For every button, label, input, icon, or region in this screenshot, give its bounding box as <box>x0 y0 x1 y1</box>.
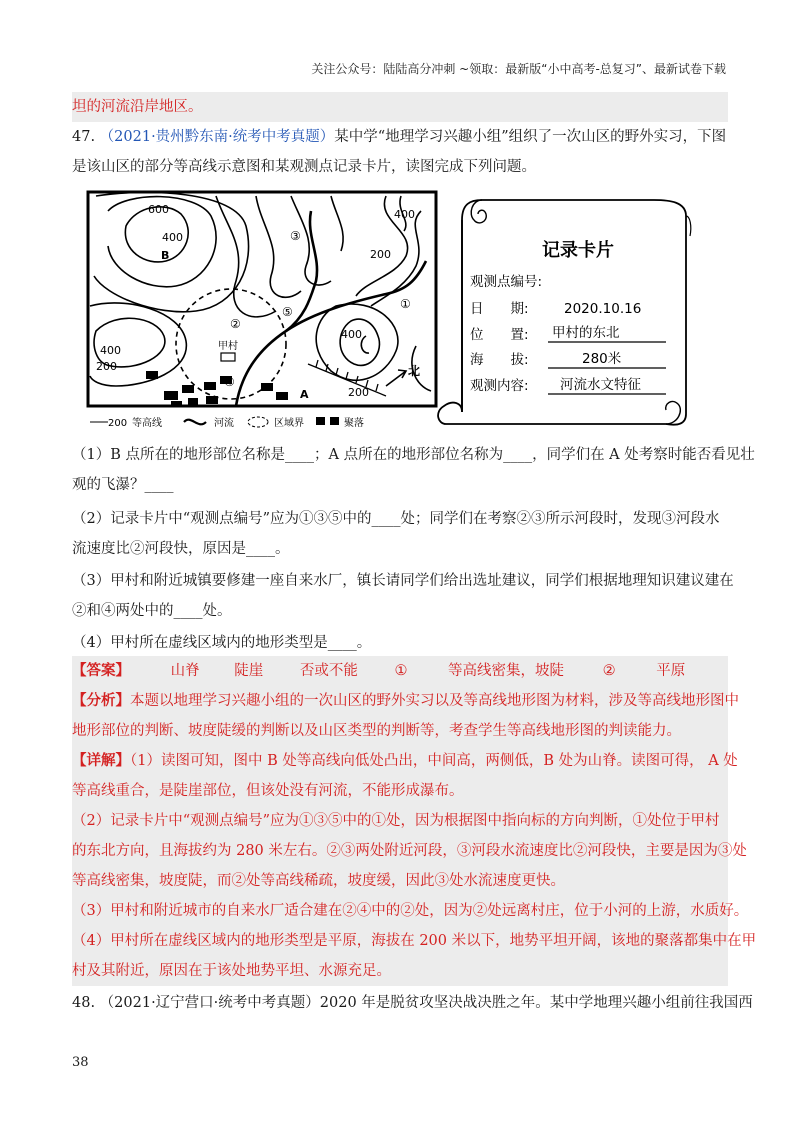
question-source: （2021·贵州黔东南·统考中考真题） <box>99 129 335 145</box>
legend-settlement-label: 聚落 <box>344 418 364 429</box>
q47-sub2-line-1: （2）记录卡片中“观测点编号”应为①③⑤中的____处；同学们在考察②③所示河段时，发现③河段水 <box>72 511 720 527</box>
q47-stem-line-1 <box>72 122 728 152</box>
analysis-line-1 <box>72 686 739 716</box>
answer-item-2: 陡崖 <box>234 663 264 679</box>
card-title: 记录卡片 <box>542 240 614 261</box>
card-date-value: 2020.10.16 <box>564 301 642 317</box>
marker-1: ① <box>400 297 411 311</box>
contour-label-400-d: 400 <box>100 344 121 357</box>
previous-answer-tail: 坦的河流沿岸地区。 <box>72 92 728 122</box>
q47-sub3-line-1: （3）甲村和附近城镇要修建一座自来水厂，镇长请同学们给出选址建议，同学们根据地理知识建议建在 <box>72 573 734 589</box>
contour-label-400-c: 400 <box>341 328 362 341</box>
question-stem: 某中学“地理学习兴趣小组”组织了一次山区的野外实习，下图 <box>334 129 727 145</box>
detail-tag: 【详解】 <box>72 752 130 769</box>
q48-source: （2021·辽宁营口·统考中考真题） <box>99 995 320 1011</box>
legend-river-label: 河流 <box>214 418 234 429</box>
legend-200-label: 200 <box>108 418 128 429</box>
detail-line-7: （4）甲村所在虚线区域内的地形类型是平原，海拔在 200 米以下，地势平坦开阔，该地的聚落都集中在甲 <box>72 926 728 956</box>
north-label: 北 <box>408 364 421 378</box>
contour-label-200-b: 200 <box>348 386 369 399</box>
q48-number: 48. <box>72 995 96 1011</box>
contour-map-figure <box>86 186 700 432</box>
q47-sub1-line-2: 观的飞瀑？____ <box>72 477 174 493</box>
detail-line-3: （2）记录卡片中“观测点编号”应为①③⑤中的①处，因为根据图中指向标的方向判断，①处位于甲村 <box>72 806 728 836</box>
analysis-text-1: 本题以地理学习兴趣小组的一次山区的野外实习以及等高线地形图为材料，涉及等高线地形图中 <box>130 693 739 709</box>
legend-settlement-icon-1 <box>316 417 325 425</box>
marker-4: ④ <box>224 375 235 389</box>
card-position-value: 甲村的东北 <box>552 325 620 341</box>
marker-5: ⑤ <box>282 305 293 319</box>
card-date-label: 日 期: <box>470 301 529 317</box>
card-altitude-value: 280米 <box>582 351 622 367</box>
analysis-line-2: 地形部位的判断、坡度陡缓的判断以及山区类型的判断等，考查学生等高线地形图的判读能力。 <box>72 716 728 746</box>
legend-boundary-label: 区域界 <box>274 418 304 429</box>
q48-stem <box>72 988 753 1018</box>
legend-boundary-icon <box>248 417 268 427</box>
marker-3: ③ <box>290 229 301 243</box>
page-number: 38 <box>72 1055 89 1070</box>
contour-label-400-b: 400 <box>394 208 415 221</box>
card-content-label: 观测内容: <box>470 378 529 394</box>
q47-sub4: （4）甲村所在虚线区域内的地形类型是____。 <box>72 635 372 651</box>
point-a-label: A <box>300 388 309 401</box>
jia-village-label: 甲村 <box>218 341 238 352</box>
q47-sub1-line-1: （1）B 点所在的地形部位名称是____；A 点所在的地形部位名称为____，同学们在 A 处考察时能否看见壮 <box>72 447 755 463</box>
q47-stem-line-2: 是该山区的部分等高线示意图和某观测点记录卡片，读图完成下列问题。 <box>72 159 536 175</box>
q47-sub2-line-2: 流速度比②河段快，原因是____。 <box>72 541 290 557</box>
jia-village-symbol <box>221 353 235 361</box>
detail-line-8: 村及其附近，原因在于该处地势平坦、水源充足。 <box>72 956 728 986</box>
contour-map-svg <box>86 186 700 432</box>
detail-line-6: （3）甲村和附近城市的自来水厂适合建在②④中的②处，因为②处远离村庄，位于小河的上游，水质好。 <box>72 896 728 926</box>
answer-item-6: ② <box>602 663 616 679</box>
card-content-value: 河流水文特征 <box>560 377 641 393</box>
legend-contour-label: 等高线 <box>132 418 162 429</box>
q47-sub3-line-2: ②和④两处中的____处。 <box>72 603 232 619</box>
detail-text-1: （1）读图可知，图中 B 处等高线向低处凸出，中间高，两侧低，B 处为山脊。读图可得， A 处 <box>130 753 738 769</box>
card-id-label: 观测点编号: <box>470 274 543 290</box>
detail-line-4: 的东北方向，且海拔约为 280 米左右。②③两处附近河段，③河段水流速度比②河段快，主要是因为③处 <box>72 836 728 866</box>
q48-text: 2020 年是脱贫攻坚决战决胜之年。某中学地理兴趣小组前往我国西 <box>319 995 753 1011</box>
point-b-label: B <box>161 249 170 262</box>
answer-tag: 【答案】 <box>72 662 130 679</box>
answer-item-7: 平原 <box>656 663 686 679</box>
detail-line-5: 等高线密集，坡度陡，而②处等高线稀疏，坡度缓，因此③处水流速度更快。 <box>72 866 728 896</box>
answer-item-3: 否或不能 <box>299 663 358 679</box>
card-altitude-label: 海 拔: <box>470 352 529 368</box>
contour-label-600: 600 <box>148 203 169 216</box>
contour-label-200-a: 200 <box>370 248 391 261</box>
legend-settlement-icon-2 <box>330 417 339 425</box>
question-number: 47. <box>72 129 96 145</box>
answer-item-5: 等高线密集，坡陡 <box>448 663 565 679</box>
answer-line <box>72 656 728 686</box>
marker-2: ② <box>230 317 241 331</box>
answer-item-4: ① <box>394 663 408 679</box>
detail-line-2: 等高线重合，是陡崖部位，但该处没有河流，不能形成瀑布。 <box>72 776 728 806</box>
card-position-label: 位 置: <box>470 327 529 343</box>
map-legend <box>90 416 364 429</box>
contour-label-400-a: 400 <box>162 231 183 244</box>
answer-item-1: 山脊 <box>170 663 200 679</box>
page-header: 关注公众号：陆陆高分冲刺 ~领取：最新版“小中高考-总复习”、最新试卷下载 <box>311 62 726 76</box>
analysis-tag: 【分析】 <box>72 692 130 709</box>
legend-river-icon <box>184 420 206 425</box>
contour-label-200-c: 200 <box>96 360 117 373</box>
detail-line-1 <box>72 746 738 776</box>
